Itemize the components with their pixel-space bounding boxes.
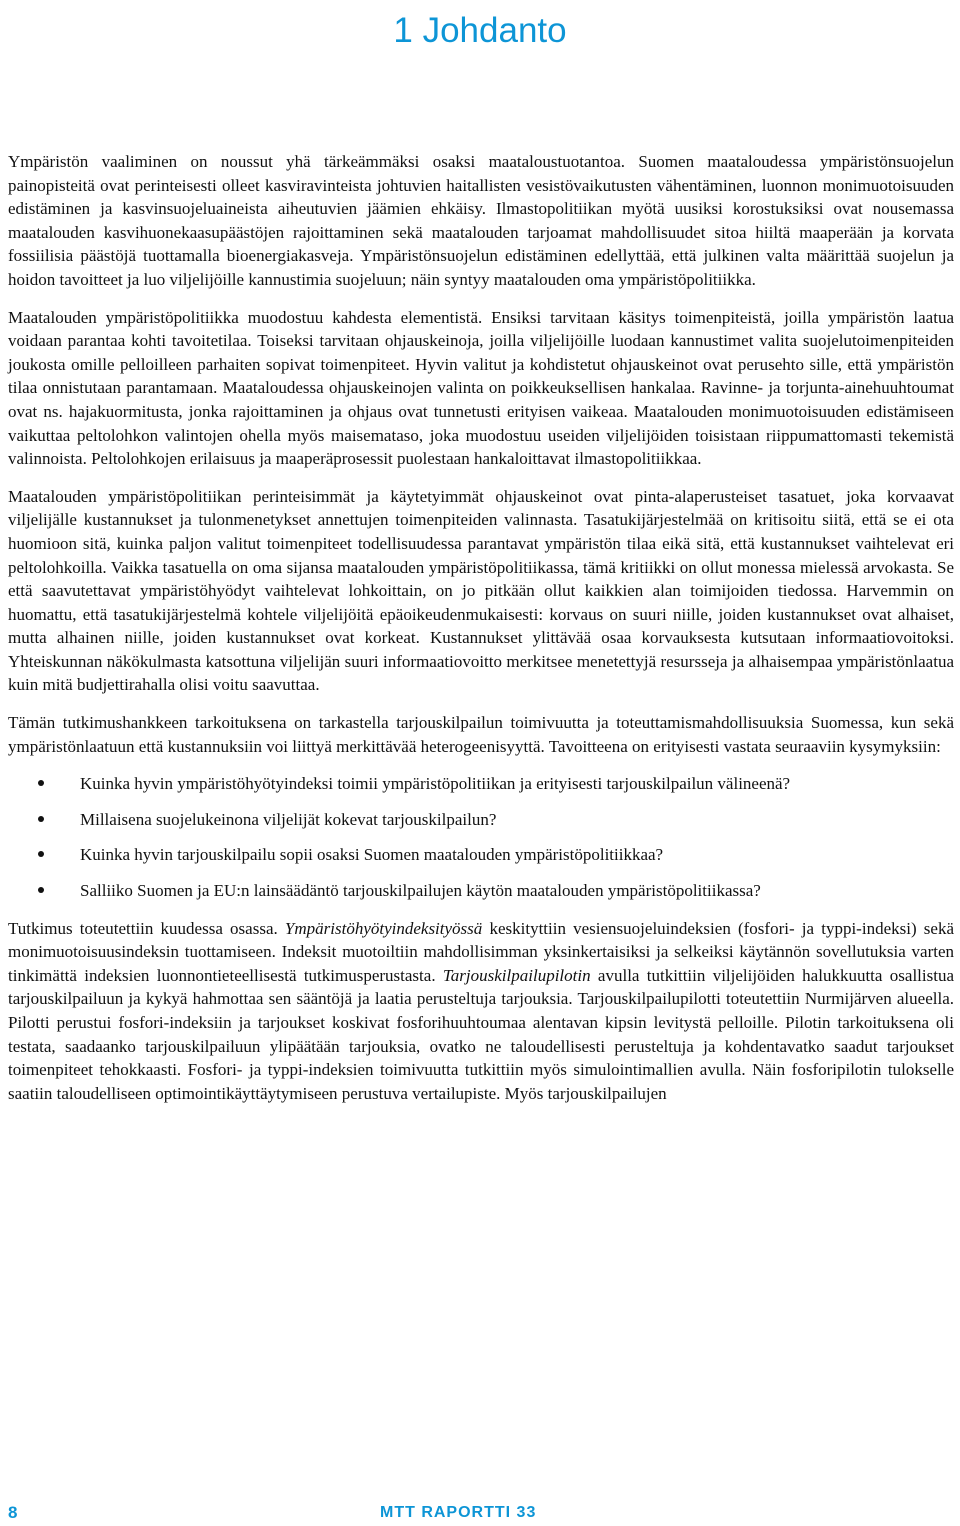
question-text: Kuinka hyvin ympäristöhyötyindeksi toimii ympäristöpolitiikan ja erityisesti tarjouskilpailun välineenä? <box>80 774 791 794</box>
paragraph-policy-elements: Maatalouden ympäristöpolitiikka muodostuu kahdesta elementistä. Ensiksi tarvitaan käsitys toimenpiteistä, joilla ympäristön laatua voidaan parantaa kohti tavoitetilaa. Toiseksi tarvitaan ohjauskeinoja, joilla viljelijöille luodaan kannustimet valita suojelutoimenpiteiden joukosta omille pelloilleen parhaiten sopivat toimenpiteet. Hyvin valitut ja kohdistetut ohjauskeinot ovat perusehto sille, että ympäristön tilaa onnistutaan parantamaan. Maataloudessa ohjauskeinojen valinta on poikkeuksellisen hankalaa. Ravinne- ja torjunta-ainehuuhtoumat ovat ns. hajakuormitusta, jonka rajoittaminen ja ohjaus ovat tunnetusti erityisen vaikeaa. Maatalouden monimuotoisuuden edistämiseen vaikuttaa peltolohkon valintojen ohella myös maisemataso, joka muodostuu useiden viljelijöiden toisistaan riippumattomasti tekemistä valinnoista. Peltolohkojen erilaisuus ja maaperäprosessit puolestaan hankaloittavat ilmastopolitiikkaa. <box>8 307 954 469</box>
paragraph-study-parts <box>8 917 954 1106</box>
italic-term: Ympäristöhyötyindeksityössä <box>284 918 483 938</box>
text-run: Tutkimus toteutettiin kuudessa osassa. <box>8 918 285 938</box>
series-title: MTT RAPORTTI 33 <box>380 1504 537 1521</box>
page-number: 8 <box>8 1503 18 1522</box>
text-run: avulla tutkittiin viljelijöiden halukkuutta osallistua tarjouskilpailuun ja kykyä hahmottaa sen sääntöjä ja laatia perusteltuja tarjouksia. Tarjouskilpailupilotti toteutettiin Nurmijärven alueella. Pilotti perustui fosfori-indeksiin ja tarjoukset koskivat fosforihuuhtoumaa alentavan kipsin levitystä pelloille. Pilotin tarkoituksena oli testata, saadaanko tarjouskilpailuun ylipäätään tarjouksia, ovatko ne taloudellisesti perusteltuja ja kohdentavatko saadut tarjoukset toimenpiteet tehokkaasti. Fosfori- ja typpi-indeksien toimivuutta tutkittiin myös simulointimallien avulla. Näin fosforipilotin tulokselle saatiin taloudelliseen optimointikäyttäytymiseen perustuva vertailupiste. Myös tarjouskilpailujen <box>8 965 954 1103</box>
paragraph-intro: Ympäristön vaaliminen on noussut yhä tärkeämmäksi osaksi maataloustuotantoa. Suomen maataloudessa ympäristönsuojelun painopisteitä ovat perinteisesti olleet kasviravinteista johtuvien haitallisten vesistövaikutusten vähentäminen, luonnon monimuotoisuuden edistäminen ja kasvinsuojeluaineista aiheutuvien jäämien ehkäisy. Ilmastopolitiikan myötä uusiksi korostuksiksi ovat nousemassa maatalouden kasvihuonekaasupäästöjen rajoittaminen sekä maatalouden tarjoamat mahdollisuudet sitoa hiiltä maaperään ja korvata fossiilisia päästöjä tuottamalla bioenergiakasveja. Ympäristönsuojelun edistäminen edellyttää, että julkinen valta määrittää suojelun ja hoidon tavoitteet ja luo viljelijöille kannustimia suojeluun; näin syntyy maatalouden oma ympäristöpolitiikka. <box>8 152 954 289</box>
bullet-icon <box>38 780 44 786</box>
italic-term: Tarjouskilpailupilotin <box>442 965 591 985</box>
question-text: Kuinka hyvin tarjouskilpailu sopii osaksi Suomen maatalouden ympäristöpolitiikkaa? <box>80 845 664 865</box>
bullet-icon <box>38 816 44 822</box>
body-text <box>8 150 954 1105</box>
question-text: Salliiko Suomen ja EU:n lainsäädäntö tarjouskilpailujen käytön maatalouden ympäristöpolitiikassa? <box>80 881 761 901</box>
bullet-icon <box>38 887 44 893</box>
list-item <box>8 879 954 903</box>
list-item <box>8 843 954 867</box>
list-item <box>8 772 954 796</box>
research-questions-list <box>8 772 954 902</box>
text-run: keskityttiin vesiensuojeluindeksien (fosfori- ja typpi-indeksi) sekä monimuotoisuusindeksin tuottamiseen. Indeksit muotoiltiin mahdollisimman yksinkertaisiksi ja selkeiksi käytännön sovellutuksia varten tinkimättä indeksien luonnontieteellisestä tutkimusperustasta. <box>8 918 954 985</box>
question-text: Millaisena suojelukeinona viljelijät kokevat tarjouskilpailun? <box>80 809 497 829</box>
list-item <box>8 808 954 832</box>
paragraph-research-aim: Tämän tutkimushankkeen tarkoituksena on tarkastella tarjouskilpailun toimivuutta ja toteuttamismahdollisuuksia Suomessa, kun sekä ympäristönlaatuun että kustannuksiin voi liittyä merkittävää heterogeenisyyttä. Tavoitteena on erityisesti vastata seuraaviin kysymyksiin: <box>8 713 954 756</box>
chapter-heading: 1 Johdanto <box>393 11 567 50</box>
paragraph-flat-rate-subsidies: Maatalouden ympäristöpolitiikan perinteisimmät ja käytetyimmät ohjauskeinot ovat pinta-alaperusteiset tasatuet, joka korvaavat viljelijälle kustannukset ja tulonmenetykset annettujen toimenpiteiden valinnasta. Tasatukijärjestelmää on kritisoitu siitä, että se ei ota huomioon sitä, kuinka paljon valitut toimenpiteet todellisuudessa parantavat ympäristön tilaa eikä sitä, että kustannukset vaihtelevat eri peltolohkoilla. Vaikka tasatuella on oma sijansa maatalouden ympäristöpolitiikassa, tämä kritiikki on ollut monessa mielessä arvokasta. Se että saavutettavat ympäristöhyödyt vaihtelevat lohkoittain, on jo pitkään ollut kaikkien alan toimijoiden tiedossa. Harvemmin on huomattu, että tasatukijärjestelmä kohtele viljelijöitä epäoikeudenmukaisesti: korvaus on suuri niille, joiden kustannukset ovat alhaiset, mutta alhainen niille, joiden kustannukset ovat korkeat. Kustannukset ylittävää osaa korvauksesta kutsutaan informaatiovoitoksi. Yhteiskunnan näkökulmasta katsottuna viljelijän suuri informaatiovoitto merkitsee menetettyjä resursseja ja alhaisempaa ympäristönlaatua kuin mitä budjettirahalla olisi voitu saavuttaa. <box>8 486 954 695</box>
bullet-icon <box>38 851 44 857</box>
